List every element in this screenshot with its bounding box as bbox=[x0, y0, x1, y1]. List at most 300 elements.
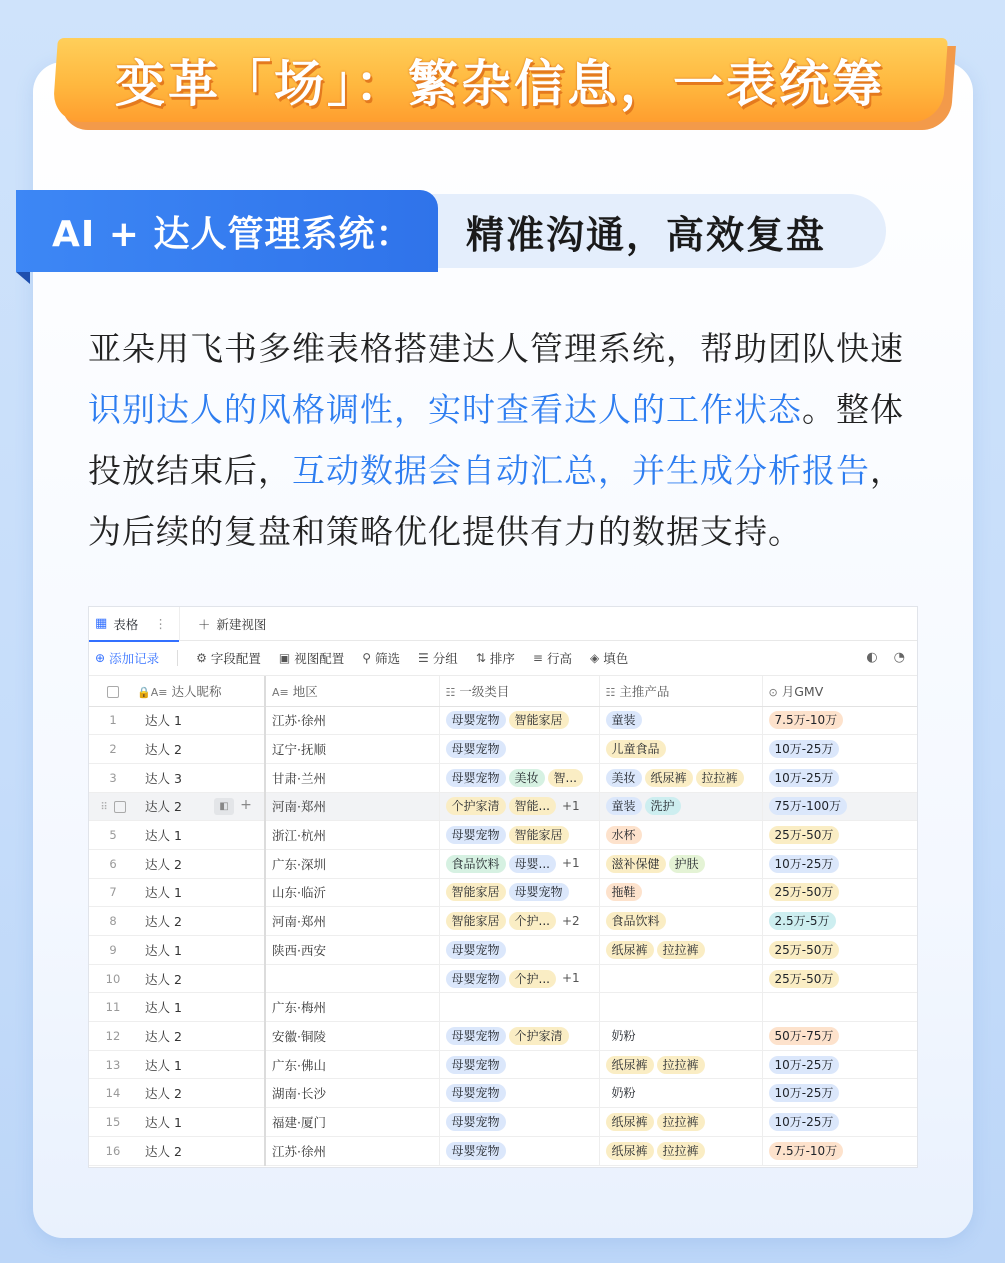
category-tag: 母婴宠物 bbox=[446, 1027, 506, 1045]
column-header-product[interactable] bbox=[599, 676, 762, 706]
bitable-screenshot bbox=[88, 606, 918, 1168]
table-row[interactable] bbox=[89, 878, 918, 907]
expand-record-icon[interactable]: ◧ bbox=[214, 798, 234, 815]
cell-name[interactable] bbox=[137, 706, 265, 735]
paint-bucket-icon: ◈ bbox=[589, 651, 600, 665]
product-tag: 食品饮料 bbox=[606, 912, 666, 930]
section-subheader bbox=[16, 190, 876, 272]
row-number: 1 bbox=[109, 713, 117, 728]
table-row[interactable] bbox=[89, 1136, 918, 1165]
category-tag: 个护家清 bbox=[446, 797, 506, 815]
product-tag: 纸尿裤 bbox=[606, 1113, 654, 1131]
cell-product[interactable] bbox=[599, 735, 762, 764]
row-number: 8 bbox=[109, 914, 117, 929]
gmv-tag: 10万-25万 bbox=[769, 740, 840, 758]
cell-region-text: 湖南·长沙 bbox=[272, 1086, 326, 1102]
row-number-cell[interactable] bbox=[89, 1050, 137, 1079]
cell-region-text: 甘肃·兰州 bbox=[272, 770, 326, 786]
view-config-label: 视图配置 bbox=[294, 651, 345, 666]
cell-name-text: 达人 2 bbox=[145, 856, 182, 872]
cell-region[interactable] bbox=[265, 1108, 439, 1137]
cell-name-text: 达人 1 bbox=[145, 942, 182, 958]
cell-name[interactable] bbox=[137, 763, 265, 792]
add-row-icon[interactable]: + bbox=[240, 797, 252, 814]
cell-product[interactable] bbox=[599, 1050, 762, 1079]
cell-product[interactable] bbox=[599, 706, 762, 735]
category-tag: 个护... bbox=[509, 970, 556, 988]
category-more-count: +1 bbox=[561, 798, 580, 813]
cell-region[interactable] bbox=[265, 735, 439, 764]
cell-region[interactable] bbox=[265, 1079, 439, 1108]
field-config-label: 字段配置 bbox=[210, 651, 261, 666]
table-row[interactable] bbox=[89, 821, 918, 850]
product-tag: 童装 bbox=[606, 711, 642, 729]
product-tag: 奶粉 bbox=[611, 1086, 636, 1101]
cell-gmv[interactable] bbox=[762, 1136, 918, 1165]
category-tag: 母婴宠物 bbox=[446, 740, 506, 758]
cell-name[interactable] bbox=[137, 1022, 265, 1051]
category-tag: 个护... bbox=[509, 912, 556, 930]
cell-category[interactable] bbox=[439, 1050, 599, 1079]
gmv-tag: 2.5万-5万 bbox=[769, 912, 836, 930]
cell-name-text: 达人 1 bbox=[145, 1114, 182, 1130]
product-tag: 拉拉裤 bbox=[657, 1056, 705, 1074]
view-tabbar bbox=[89, 607, 917, 641]
cell-product[interactable] bbox=[599, 1108, 762, 1137]
cell-category[interactable] bbox=[439, 792, 599, 821]
category-tag: 食品饮料 bbox=[446, 855, 506, 873]
cell-category[interactable] bbox=[439, 821, 599, 850]
category-tag: 个护家清 bbox=[509, 1027, 569, 1045]
table-row[interactable] bbox=[89, 907, 918, 936]
product-tag: 拖鞋 bbox=[606, 883, 642, 901]
cell-region[interactable] bbox=[265, 849, 439, 878]
group-icon: ☰ bbox=[418, 651, 429, 665]
cell-region[interactable] bbox=[265, 878, 439, 907]
filter-icon: ⚲ bbox=[362, 651, 372, 665]
category-more-count: +1 bbox=[561, 971, 580, 986]
product-tag: 纸尿裤 bbox=[606, 941, 654, 959]
cell-product[interactable] bbox=[599, 763, 762, 792]
cell-region-text: 江苏·徐州 bbox=[272, 1143, 326, 1159]
row-height-label: 行高 bbox=[546, 651, 572, 666]
cell-gmv[interactable] bbox=[762, 1050, 918, 1079]
category-more-count: +2 bbox=[561, 913, 580, 928]
cell-name[interactable] bbox=[137, 1079, 265, 1108]
row-number-cell[interactable] bbox=[89, 936, 137, 965]
gmv-tag: 50万-75万 bbox=[769, 1027, 840, 1045]
cell-name-text: 达人 2 bbox=[145, 1028, 182, 1044]
table-toolbar bbox=[89, 641, 917, 676]
column-category-label: 一级类目 bbox=[459, 683, 510, 699]
cell-name[interactable] bbox=[137, 907, 265, 936]
gmv-tag: 10万-25万 bbox=[769, 769, 840, 787]
category-tag: 母婴宠物 bbox=[446, 769, 506, 787]
category-tag: 母婴宠物 bbox=[446, 970, 506, 988]
gmv-tag: 10万-25万 bbox=[769, 1084, 840, 1102]
column-header-category[interactable] bbox=[439, 676, 599, 706]
cell-region[interactable] bbox=[265, 1022, 439, 1051]
category-tag: 母婴宠物 bbox=[446, 941, 506, 959]
row-number-cell[interactable] bbox=[89, 907, 137, 936]
row-number-cell[interactable] bbox=[89, 964, 137, 993]
row-number: 10 bbox=[105, 971, 121, 986]
text-field-icon: A≡ bbox=[272, 685, 289, 699]
subheader-tag bbox=[16, 190, 438, 272]
paragraph-text-1: 亚朵用飞书多维表格搭建达人管理系统，帮助团队快速 bbox=[88, 329, 904, 368]
data-table bbox=[89, 676, 918, 1166]
table-header-row bbox=[89, 676, 918, 706]
table-row[interactable] bbox=[89, 706, 918, 735]
cell-region[interactable] bbox=[265, 706, 439, 735]
product-tag: 护肤 bbox=[669, 855, 705, 873]
cell-name[interactable] bbox=[137, 993, 265, 1022]
gmv-tag: 7.5万-10万 bbox=[769, 1142, 844, 1160]
product-tag: 拉拉裤 bbox=[657, 1142, 705, 1160]
filter-button[interactable] bbox=[362, 649, 400, 667]
cell-category[interactable] bbox=[439, 1108, 599, 1137]
table-row[interactable] bbox=[89, 1022, 918, 1051]
cell-region-text: 江苏·徐州 bbox=[272, 713, 326, 729]
cell-region-text: 广东·梅州 bbox=[272, 1000, 326, 1016]
group-label: 分组 bbox=[432, 651, 458, 666]
cell-gmv[interactable] bbox=[762, 878, 918, 907]
cell-gmv[interactable] bbox=[762, 1108, 918, 1137]
cell-gmv[interactable] bbox=[762, 907, 918, 936]
table-row[interactable] bbox=[89, 964, 918, 993]
row-number-cell[interactable] bbox=[89, 1108, 137, 1137]
cell-region[interactable] bbox=[265, 792, 439, 821]
cell-region[interactable] bbox=[265, 1050, 439, 1079]
cell-region[interactable] bbox=[265, 907, 439, 936]
plus-icon: ＋ bbox=[197, 616, 211, 632]
row-number: 2 bbox=[109, 742, 117, 757]
cell-region[interactable] bbox=[265, 821, 439, 850]
cell-gmv[interactable] bbox=[762, 792, 918, 821]
row-height-icon: ≡ bbox=[532, 651, 543, 665]
category-tag: 母婴宠物 bbox=[446, 1084, 506, 1102]
view-settings-icon: ▣ bbox=[278, 651, 291, 665]
product-tag: 洗护 bbox=[645, 797, 681, 815]
cell-name-text: 达人 2 bbox=[145, 1143, 182, 1159]
row-number-cell[interactable] bbox=[89, 763, 137, 792]
cell-product[interactable] bbox=[599, 1136, 762, 1165]
cell-gmv[interactable] bbox=[762, 936, 918, 965]
cell-product[interactable] bbox=[599, 907, 762, 936]
gear-icon: ⚙ bbox=[196, 651, 207, 665]
new-view-button[interactable] bbox=[180, 615, 267, 633]
sort-icon: ⇅ bbox=[475, 651, 486, 665]
cell-name[interactable] bbox=[137, 849, 265, 878]
paragraph-text-2: 。整体投放结束后， bbox=[88, 390, 904, 490]
grid-icon: ▦ bbox=[95, 616, 108, 631]
cell-name[interactable] bbox=[137, 1136, 265, 1165]
fill-color-button[interactable] bbox=[590, 649, 628, 667]
column-name-label: 达人昵称 bbox=[171, 683, 222, 699]
add-circle-icon: ⊕ bbox=[95, 651, 106, 665]
row-number: 16 bbox=[105, 1143, 121, 1158]
product-tag: 纸尿裤 bbox=[606, 1142, 654, 1160]
ai-assistant-icon[interactable]: ◐ bbox=[866, 650, 878, 665]
cell-product[interactable] bbox=[599, 821, 762, 850]
new-view-label: 新建视图 bbox=[216, 616, 267, 632]
row-number: 11 bbox=[105, 1000, 121, 1015]
cell-name[interactable] bbox=[137, 1108, 265, 1137]
category-tag: 母婴... bbox=[509, 855, 556, 873]
description-paragraph bbox=[88, 318, 928, 562]
gmv-tag: 10万-25万 bbox=[769, 855, 840, 873]
table-row[interactable] bbox=[89, 763, 918, 792]
cell-name-text: 达人 2 bbox=[145, 799, 182, 815]
category-tag: 母婴宠物 bbox=[446, 1056, 506, 1074]
row-number: 14 bbox=[105, 1086, 121, 1101]
cell-gmv[interactable] bbox=[762, 821, 918, 850]
subheader-tag-text: AI + 达人管理系统： bbox=[52, 213, 413, 255]
category-tag: 母婴宠物 bbox=[446, 1142, 506, 1160]
column-header-name[interactable] bbox=[137, 676, 265, 706]
cell-region[interactable] bbox=[265, 763, 439, 792]
toolbar-right-icons bbox=[866, 650, 905, 665]
cell-region[interactable] bbox=[265, 936, 439, 965]
row-number-cell[interactable] bbox=[89, 1079, 137, 1108]
row-number: 9 bbox=[109, 942, 117, 957]
category-tag: 母婴宠物 bbox=[446, 711, 506, 729]
cell-region[interactable] bbox=[265, 964, 439, 993]
cell-name-text: 达人 2 bbox=[145, 914, 182, 930]
cell-region-text: 广东·佛山 bbox=[272, 1057, 326, 1073]
row-hover-tools bbox=[212, 797, 256, 815]
column-region-label: 地区 bbox=[292, 683, 318, 699]
cell-region[interactable] bbox=[265, 993, 439, 1022]
category-tag: 智能家居 bbox=[446, 883, 506, 901]
row-checkbox[interactable] bbox=[114, 801, 126, 813]
select-all-checkbox[interactable] bbox=[89, 676, 137, 706]
row-number-cell[interactable] bbox=[89, 1136, 137, 1165]
cell-name-text: 达人 1 bbox=[145, 1000, 182, 1016]
table-body bbox=[89, 706, 918, 1165]
title-banner bbox=[55, 38, 955, 130]
history-icon[interactable]: ◔ bbox=[893, 650, 905, 665]
cell-name[interactable] bbox=[137, 936, 265, 965]
cell-region-text: 河南·郑州 bbox=[272, 914, 326, 930]
add-record-button[interactable] bbox=[95, 649, 159, 667]
table-row[interactable] bbox=[89, 735, 918, 764]
product-tag: 儿童食品 bbox=[606, 740, 666, 758]
cell-gmv[interactable] bbox=[762, 763, 918, 792]
table-row[interactable] bbox=[89, 849, 918, 878]
cell-region-text: 浙江·杭州 bbox=[272, 828, 326, 844]
cell-gmv[interactable] bbox=[762, 706, 918, 735]
cell-region-text: 山东·临沂 bbox=[272, 885, 326, 901]
gmv-tag: 25万-50万 bbox=[769, 941, 840, 959]
single-select-icon: ⊙ bbox=[768, 685, 778, 699]
product-tag: 拉拉裤 bbox=[696, 769, 744, 787]
product-tag: 拉拉裤 bbox=[657, 941, 705, 959]
cell-region-text: 广东·深圳 bbox=[272, 856, 326, 872]
cell-product[interactable] bbox=[599, 964, 762, 993]
category-tag: 母婴宠物 bbox=[446, 1113, 506, 1131]
cell-region[interactable] bbox=[265, 1136, 439, 1165]
banner-body bbox=[52, 38, 948, 122]
category-more-count: +1 bbox=[561, 856, 580, 871]
column-header-region[interactable] bbox=[265, 676, 439, 706]
cell-category[interactable] bbox=[439, 763, 599, 792]
paragraph-text-3: ，为后续的复盘和策略优化提供有力的数据支持。 bbox=[88, 451, 904, 551]
product-tag: 纸尿裤 bbox=[606, 1056, 654, 1074]
table-row[interactable] bbox=[89, 993, 918, 1022]
row-number-cell[interactable] bbox=[89, 878, 137, 907]
row-number-cell[interactable] bbox=[89, 1022, 137, 1051]
category-tag: 智能家居 bbox=[446, 912, 506, 930]
gmv-tag: 10万-25万 bbox=[769, 1056, 840, 1074]
sort-button[interactable] bbox=[476, 649, 515, 667]
cell-name-text: 达人 2 bbox=[145, 742, 182, 758]
table-row[interactable] bbox=[89, 936, 918, 965]
cell-region-text: 福建·厦门 bbox=[272, 1114, 326, 1130]
cell-name[interactable] bbox=[137, 821, 265, 850]
cell-product[interactable] bbox=[599, 792, 762, 821]
fill-color-label: 填色 bbox=[603, 651, 629, 666]
multi-select-icon: ☷ bbox=[445, 685, 456, 699]
gmv-tag: 75万-100万 bbox=[769, 797, 848, 815]
row-number: 5 bbox=[109, 828, 117, 843]
cell-name[interactable] bbox=[137, 964, 265, 993]
cell-name[interactable] bbox=[137, 735, 265, 764]
product-tag: 童装 bbox=[606, 797, 642, 815]
filter-label: 筛选 bbox=[375, 651, 401, 666]
product-tag: 滋补保健 bbox=[606, 855, 666, 873]
field-config-button[interactable] bbox=[196, 649, 261, 667]
row-number-cell[interactable] bbox=[89, 735, 137, 764]
row-number: 3 bbox=[109, 770, 117, 785]
row-number-cell[interactable] bbox=[89, 792, 137, 821]
cell-product[interactable] bbox=[599, 993, 762, 1022]
row-number: 7 bbox=[109, 885, 117, 900]
column-product-label: 主推产品 bbox=[619, 683, 670, 699]
cell-name[interactable] bbox=[137, 792, 265, 821]
row-height-button[interactable] bbox=[533, 649, 572, 667]
sort-label: 排序 bbox=[489, 651, 515, 666]
toolbar-divider bbox=[177, 650, 178, 666]
category-tag: 智能... bbox=[509, 797, 556, 815]
cell-name-text: 达人 1 bbox=[145, 1057, 182, 1073]
table-row[interactable] bbox=[89, 1108, 918, 1137]
category-tag: 母婴宠物 bbox=[446, 826, 506, 844]
cell-gmv[interactable] bbox=[762, 964, 918, 993]
cell-gmv[interactable] bbox=[762, 1079, 918, 1108]
product-tag: 拉拉裤 bbox=[657, 1113, 705, 1131]
table-row[interactable] bbox=[89, 792, 918, 821]
gmv-tag: 25万-50万 bbox=[769, 826, 840, 844]
checkbox-icon bbox=[107, 686, 119, 698]
category-tag: 美妆 bbox=[509, 769, 545, 787]
category-tag: 母婴宠物 bbox=[509, 883, 569, 901]
tab-table-label: 表格 bbox=[113, 616, 139, 632]
paragraph-highlight-1: 识别达人的风格调性，实时查看达人的工作状态 bbox=[88, 390, 802, 429]
cell-category[interactable] bbox=[439, 1136, 599, 1165]
cell-gmv[interactable] bbox=[762, 849, 918, 878]
cell-category[interactable] bbox=[439, 907, 599, 936]
gmv-tag: 25万-50万 bbox=[769, 970, 840, 988]
column-gmv-label: 月GMV bbox=[781, 683, 824, 699]
subheader-pill bbox=[396, 194, 886, 268]
gmv-tag: 10万-25万 bbox=[769, 1113, 840, 1131]
row-number-cell[interactable] bbox=[89, 706, 137, 735]
drag-handle-icon[interactable]: ⠿ bbox=[100, 802, 108, 814]
paragraph-highlight-2: 互动数据会自动汇总，并生成分析报告 bbox=[292, 451, 870, 490]
column-header-gmv[interactable] bbox=[762, 676, 918, 706]
cell-category[interactable] bbox=[439, 1079, 599, 1108]
cell-gmv[interactable] bbox=[762, 1022, 918, 1051]
row-number-cell[interactable] bbox=[89, 849, 137, 878]
product-tag: 美妆 bbox=[606, 769, 642, 787]
cell-product[interactable] bbox=[599, 849, 762, 878]
row-number: 6 bbox=[109, 856, 117, 871]
banner-title: 变革「场」：繁杂信息，一表统筹 bbox=[115, 55, 885, 113]
cell-category[interactable] bbox=[439, 964, 599, 993]
category-tag: 智... bbox=[548, 769, 583, 787]
product-tag: 奶粉 bbox=[611, 1028, 636, 1043]
cell-name-text: 达人 1 bbox=[145, 828, 182, 844]
row-number: 15 bbox=[105, 1114, 121, 1129]
cell-region-text: 辽宁·抚顺 bbox=[272, 742, 326, 758]
gmv-tag: 7.5万-10万 bbox=[769, 711, 844, 729]
cell-category[interactable] bbox=[439, 706, 599, 735]
row-number: 13 bbox=[105, 1057, 121, 1072]
group-button[interactable] bbox=[418, 649, 458, 667]
multi-select-icon: ☷ bbox=[605, 685, 616, 699]
view-config-button[interactable] bbox=[279, 649, 344, 667]
cell-category[interactable] bbox=[439, 878, 599, 907]
cell-name[interactable] bbox=[137, 1050, 265, 1079]
lock-text-icon: 🔒A≡ bbox=[137, 685, 168, 699]
gmv-tag: 25万-50万 bbox=[769, 883, 840, 901]
product-tag: 纸尿裤 bbox=[645, 769, 693, 787]
cell-name-text: 达人 1 bbox=[145, 713, 182, 729]
cell-region-text: 安徽·铜陵 bbox=[272, 1028, 326, 1044]
row-number-cell[interactable] bbox=[89, 993, 137, 1022]
cell-name[interactable] bbox=[137, 878, 265, 907]
more-vertical-icon[interactable]: ⋮ bbox=[154, 616, 167, 631]
category-tag: 智能家居 bbox=[509, 826, 569, 844]
cell-name-text: 达人 3 bbox=[145, 770, 182, 786]
cell-product[interactable] bbox=[599, 1022, 762, 1051]
cell-region-text: 河南·郑州 bbox=[272, 799, 326, 815]
product-tag: 水杯 bbox=[606, 826, 642, 844]
cell-product[interactable] bbox=[599, 878, 762, 907]
category-tag: 智能家居 bbox=[509, 711, 569, 729]
cell-region-text: 陕西·西安 bbox=[272, 942, 326, 958]
tab-table-view[interactable] bbox=[89, 607, 180, 641]
table-row[interactable] bbox=[89, 1050, 918, 1079]
row-number-cell[interactable] bbox=[89, 821, 137, 850]
row-number: 12 bbox=[105, 1028, 121, 1043]
cell-gmv[interactable] bbox=[762, 735, 918, 764]
cell-category[interactable] bbox=[439, 849, 599, 878]
cell-product[interactable] bbox=[599, 1079, 762, 1108]
cell-name-text: 达人 2 bbox=[145, 1086, 182, 1102]
cell-product[interactable] bbox=[599, 936, 762, 965]
cell-category[interactable] bbox=[439, 735, 599, 764]
cell-category[interactable] bbox=[439, 936, 599, 965]
table-row[interactable] bbox=[89, 1079, 918, 1108]
cell-category[interactable] bbox=[439, 993, 599, 1022]
cell-name-text: 达人 1 bbox=[145, 885, 182, 901]
add-record-label: 添加记录 bbox=[109, 651, 160, 666]
cell-name-text: 达人 2 bbox=[145, 971, 182, 987]
cell-gmv[interactable] bbox=[762, 993, 918, 1022]
cell-category[interactable] bbox=[439, 1022, 599, 1051]
